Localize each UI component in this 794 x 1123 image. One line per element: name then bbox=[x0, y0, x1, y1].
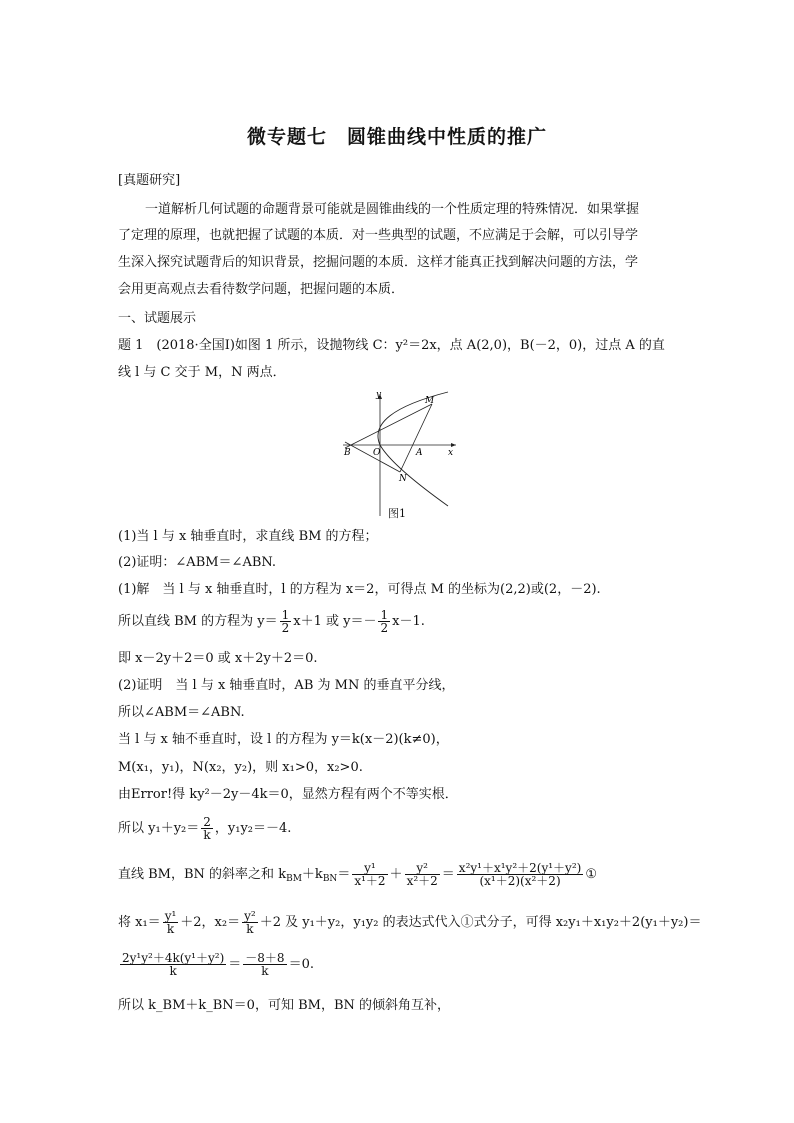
s10-plus: ＋k bbox=[301, 867, 323, 882]
s2-prefix: 所以直线 BM 的方程为 y＝ bbox=[118, 614, 278, 629]
intro-line-1: 一道解析几何试题的命题背景可能就是圆锥曲线的一个性质定理的特殊情况．如果掌握 bbox=[145, 202, 640, 217]
fraction-slope-bn bbox=[405, 862, 440, 887]
problem-line-2: 线 l 与 C 交于 M，N 两点． bbox=[118, 365, 286, 380]
question-1: (1)当 l 与 x 轴垂直时，求直线 BM 的方程； bbox=[118, 529, 378, 544]
s12-equals: ＝ bbox=[228, 957, 242, 972]
fraction-slope-bm bbox=[352, 862, 387, 887]
label-y: y bbox=[376, 390, 382, 400]
label-m: M bbox=[425, 396, 435, 406]
s9-end: ，y₁y₂＝－4. bbox=[214, 821, 292, 836]
s2-end: x－1. bbox=[392, 614, 425, 629]
subscript-bn: BN bbox=[322, 874, 338, 884]
solution-line-11 bbox=[118, 910, 701, 935]
frac-num: 2y¹y²＋4k(y¹＋y²) bbox=[122, 951, 225, 965]
frac-den: x²＋2 bbox=[406, 874, 438, 888]
solution-line-12 bbox=[118, 952, 314, 977]
solution-line-1: (1)解 当 l 与 x 轴垂直时，l 的方程为 x＝2，可得点 M 的坐标为(2,2)或(2，－2). bbox=[118, 582, 601, 597]
question-2: (2)证明：∠ABM＝∠ABN. bbox=[118, 555, 277, 570]
intro-line-3: 生深入探究试题背后的知识背景，挖掘问题的本质．这样才能真正找到解决问题的方法，学 bbox=[118, 255, 639, 270]
frac-den: k bbox=[261, 964, 269, 978]
frac-den: 2 bbox=[380, 621, 389, 635]
solution-line-5: 所以∠ABM＝∠ABN. bbox=[118, 705, 245, 720]
s11-end: ＋2 及 y₁＋y₂，y₁y₂ 的表达式代入①式分子，可得 x₂y₁＋x₁y₂＋2(y₁＋y₂)＝ bbox=[259, 915, 702, 930]
intro-line-4: 会用更高观点去看待数学问题，把握问题的本质． bbox=[118, 282, 405, 297]
s9-prefix: 所以 y₁＋y₂＝ bbox=[118, 821, 200, 836]
solution-line-7: M(x₁，y₁)，N(x₂，y₂)，则 x₁>0，x₂>0. bbox=[118, 760, 363, 775]
equation-mark-1: ① bbox=[585, 867, 597, 882]
frac-num: x²y¹＋x¹y²＋2(y¹＋y²) bbox=[458, 861, 582, 875]
solution-line-3: 即 x－2y＋2＝0 或 x＋2y＋2＝0. bbox=[118, 651, 318, 666]
s10-prefix: 直线 BM，BN 的斜率之和 k bbox=[118, 867, 287, 882]
frac-num: －8＋8 bbox=[245, 951, 285, 965]
parabola-curve bbox=[378, 392, 448, 506]
fraction-half-2 bbox=[378, 609, 390, 634]
solution-line-10: 直线 BM，BN 的斜率之和 $k_{BM}+k_{BN}=$ $\frac{\text{y¹}}{\text{x¹＋2}}$ ＋ $\frac{\text{y²}}{\text{x²＋2}}$ ＝ $\frac{\text{x²y¹＋x¹y²＋2(y¹＋y²)}}{\text{(x¹＋2)(x²＋2)}}$ ① bbox=[118, 861, 597, 888]
frac-den: k bbox=[203, 828, 211, 842]
frac-num: y² bbox=[405, 862, 440, 875]
subscript-bm: BM bbox=[286, 874, 302, 884]
figure-caption: 图1 bbox=[388, 507, 406, 520]
frac-den: k bbox=[169, 964, 177, 978]
fraction-zero bbox=[243, 952, 286, 977]
solution-line-6: 当 l 与 x 轴不垂直时，设 l 的方程为 y＝k(x－2)(k≠0)， bbox=[118, 732, 449, 747]
frac-den: 2 bbox=[281, 621, 290, 635]
frac-den: x¹＋2 bbox=[354, 874, 386, 888]
frac-den: (x¹＋2)(x²＋2) bbox=[479, 874, 561, 888]
x-axis-arrow bbox=[451, 443, 456, 447]
s10-equals-2: ＝ bbox=[441, 867, 455, 882]
frac-num: 1 bbox=[281, 608, 290, 622]
label-o: O bbox=[373, 448, 381, 458]
frac-num: 1 bbox=[380, 608, 389, 622]
frac-num: y¹ bbox=[164, 909, 177, 923]
problem-line-1: 题 1 (2018·全国Ⅰ)如图 1 所示，设抛物线 C：y²＝2x，点 A(2,0)，B(－2，0)，过点 A 的直 bbox=[118, 338, 665, 353]
line-mn bbox=[400, 404, 432, 472]
s11-prefix: 将 x₁＝ bbox=[118, 915, 161, 930]
label-a: A bbox=[416, 448, 423, 458]
frac-den: k bbox=[246, 922, 254, 936]
label-b: B bbox=[344, 448, 351, 458]
line-bm bbox=[345, 404, 432, 448]
fraction-combined bbox=[457, 862, 584, 887]
solution-line-8: 由Error!得 ky²－2y－4k＝0，显然方程有两个不等实根． bbox=[118, 787, 458, 802]
s12-end: ＝0. bbox=[288, 957, 314, 972]
page-title: 微专题七 圆锥曲线中性质的推广 bbox=[246, 126, 547, 148]
fraction-half-1 bbox=[280, 609, 292, 634]
frac-num: y¹ bbox=[352, 862, 387, 875]
fraction-y2-over-k bbox=[242, 910, 258, 935]
fraction-2-over-k bbox=[201, 816, 213, 841]
section-tag: [真题研究] bbox=[118, 173, 181, 188]
solution-line-9 bbox=[118, 816, 291, 841]
s2-middle: x＋1 或 y＝－ bbox=[293, 614, 377, 629]
solution-line-13: 所以 k_BM＋k_BN＝0，可知 BM，BN 的倾斜角互补， bbox=[118, 998, 451, 1013]
s10-equals: ＝ bbox=[337, 867, 351, 882]
label-n: N bbox=[399, 474, 407, 484]
solution-line-2 bbox=[118, 609, 425, 634]
fraction-numerator-expr bbox=[120, 952, 226, 977]
solution-line-4: (2)证明 当 l 与 x 轴垂直时，AB 为 MN 的垂直平分线， bbox=[118, 678, 455, 693]
frac-num: y² bbox=[244, 909, 256, 923]
intro-line-2: 了定理的原理，也就把握了试题的本质．对一些典型的试题，不应满足于会解，可以引导学 bbox=[118, 228, 639, 243]
fraction-y1-over-k bbox=[163, 910, 179, 935]
frac-num: 2 bbox=[203, 815, 211, 829]
figure-1-parabola bbox=[340, 388, 460, 520]
label-x: x bbox=[448, 448, 454, 458]
s11-middle: ＋2，x₂＝ bbox=[180, 915, 241, 930]
section-heading: 一、试题展示 bbox=[118, 311, 197, 326]
frac-den: k bbox=[166, 922, 175, 936]
